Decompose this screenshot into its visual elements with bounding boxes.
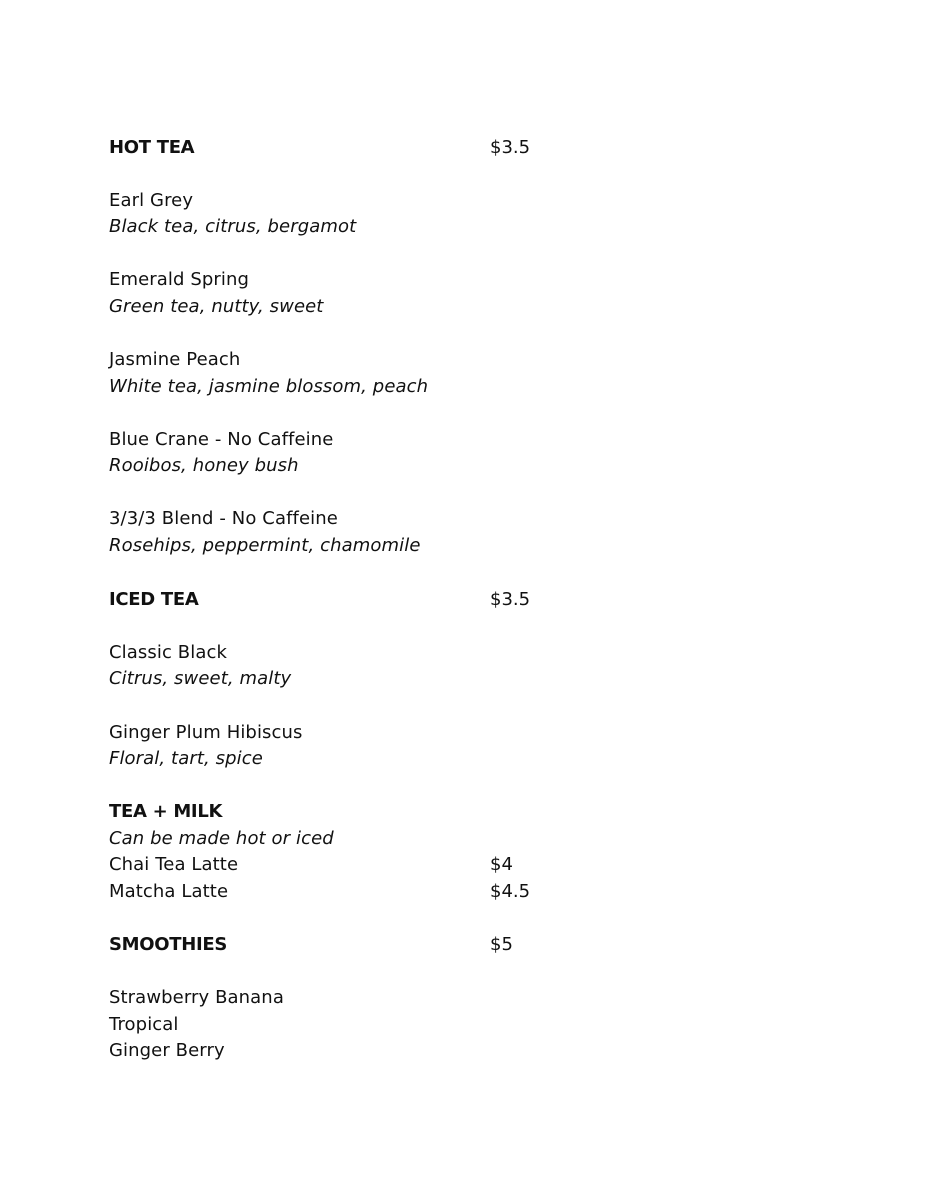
menu-item-price: $4.5 (490, 881, 531, 902)
section-title-hot-tea: HOT TEA (109, 137, 195, 158)
menu-item-name: Tropical (109, 1014, 179, 1035)
section-price-iced-tea: $3.5 (490, 589, 531, 610)
menu-item-description: Green tea, nutty, sweet (109, 296, 324, 317)
menu-item-name: Earl Grey (109, 190, 194, 211)
menu-item-name: Matcha Latte (109, 881, 229, 902)
menu-item-name: Blue Crane - No Caffeine (109, 429, 334, 450)
menu-item-description: Floral, tart, spice (109, 748, 263, 769)
menu-item-name: Strawberry Banana (109, 987, 284, 1008)
menu-item-name: Chai Tea Latte (109, 854, 239, 875)
menu-item-name: Ginger Plum Hibiscus (109, 722, 303, 743)
menu-item-name: Emerald Spring (109, 269, 250, 290)
section-note-tea-milk: Can be made hot or iced (109, 828, 334, 849)
section-title-tea-milk: TEA + MILK (109, 801, 223, 822)
menu-item-description: White tea, jasmine blossom, peach (109, 376, 429, 397)
section-price-smoothies: $5 (490, 934, 513, 955)
menu-item-description: Black tea, citrus, bergamot (109, 216, 357, 237)
menu-item-name: 3/3/3 Blend - No Caffeine (109, 508, 338, 529)
menu-item-description: Rooibos, honey bush (109, 455, 299, 476)
menu-item-description: Rosehips, peppermint, chamomile (109, 535, 421, 556)
menu-item-description: Citrus, sweet, malty (109, 668, 292, 689)
menu-item-name: Ginger Berry (109, 1040, 225, 1061)
menu-item-price: $4 (490, 854, 513, 875)
menu-item-name: Jasmine Peach (109, 349, 241, 370)
section-price-hot-tea: $3.5 (490, 137, 531, 158)
section-title-smoothies: SMOOTHIES (109, 934, 228, 955)
menu-item-name: Classic Black (109, 642, 227, 663)
section-title-iced-tea: ICED TEA (109, 589, 199, 610)
